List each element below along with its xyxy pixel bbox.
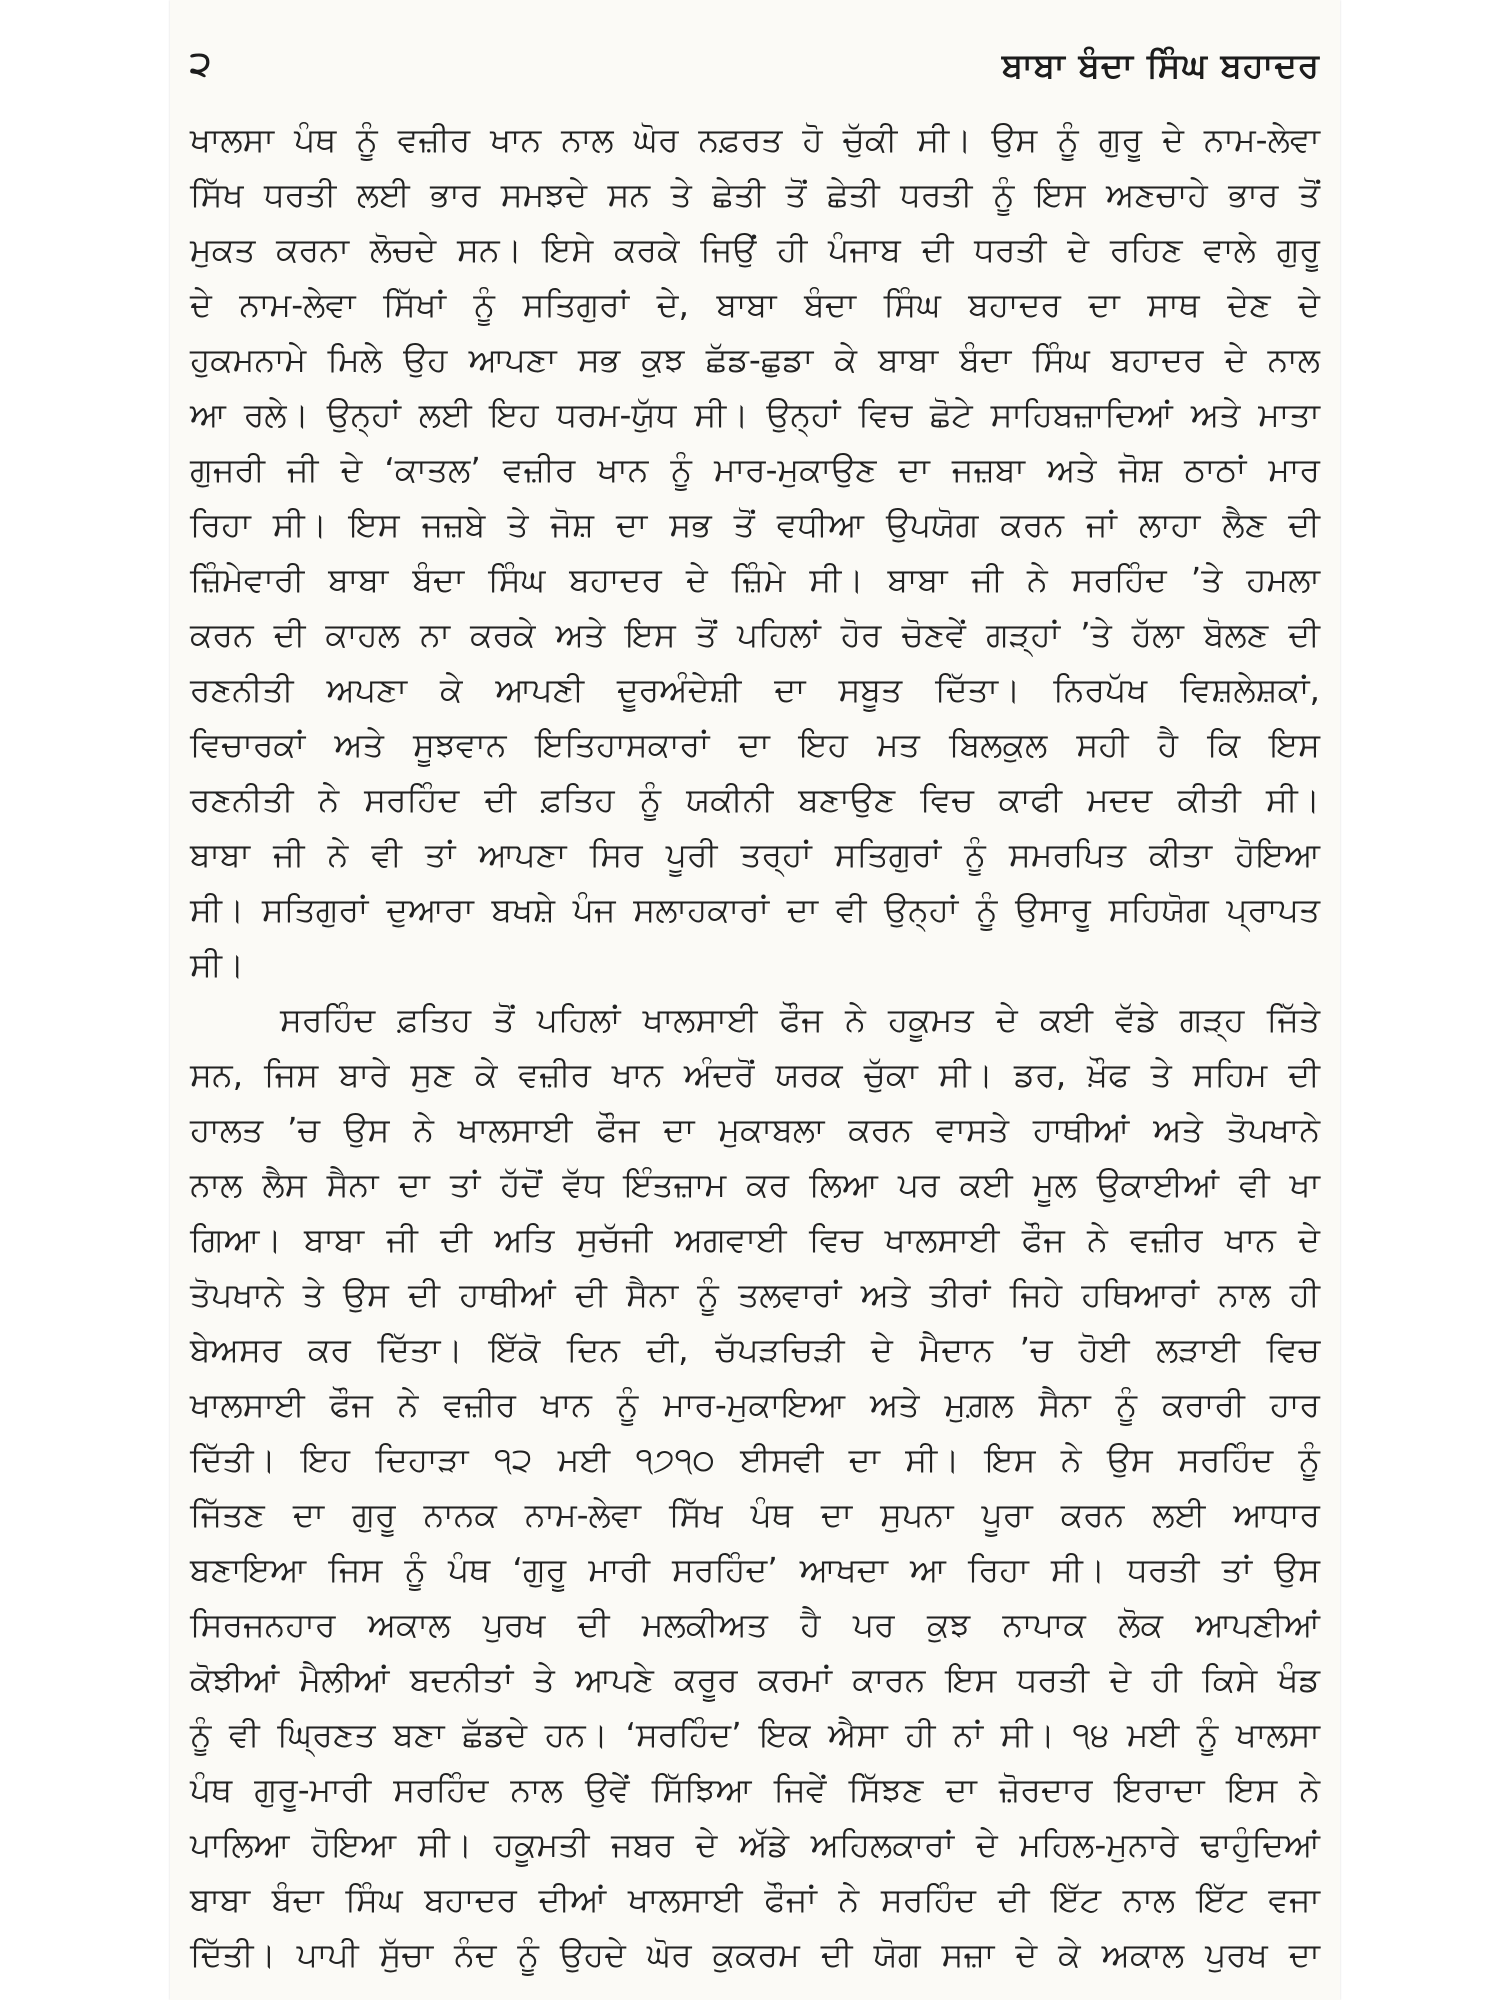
text-line: ਰਣਨੀਤੀ ਨੇ ਸਰਹਿੰਦ ਦੀ ਫ਼ਤਿਹ ਨੂੰ ਯਕੀਨੀ ਬਣਾਉਣ ਵਿਚ ਕਾਫੀ ਮਦਦ ਕੀਤੀ ਸੀ।	[190, 780, 1320, 819]
text-line: ਬਾਬਾ ਬੰਦਾ ਸਿੰਘ ਬਹਾਦਰ ਦੀਆਂ ਖਾਲਸਾਈ ਫੌਜਾਂ ਨੇ ਸਰਹਿੰਦ ਦੀ ਇੱਟ ਨਾਲ ਇੱਟ ਵਜਾ	[190, 1880, 1320, 1919]
text-line: ਸਿੱਖ ਧਰਤੀ ਲਈ ਭਾਰ ਸਮਝਦੇ ਸਨ ਤੇ ਛੇਤੀ ਤੋਂ ਛੇਤੀ ਧਰਤੀ ਨੂੰ ਇਸ ਅਣਚਾਹੇ ਭਾਰ ਤੋਂ	[190, 175, 1320, 214]
text-line: ਗਿਆ। ਬਾਬਾ ਜੀ ਦੀ ਅਤਿ ਸੁਚੱਜੀ ਅਗਵਾਈ ਵਿਚ ਖਾਲਸਾਈ ਫੌਜ ਨੇ ਵਜ਼ੀਰ ਖਾਨ ਦੇ	[190, 1220, 1320, 1259]
book-page	[170, 0, 1340, 2000]
text-line: ਸਨ, ਜਿਸ ਬਾਰੇ ਸੁਣ ਕੇ ਵਜ਼ੀਰ ਖਾਨ ਅੰਦਰੋਂ ਯਰਕ ਚੁੱਕਾ ਸੀ। ਡਰ, ਖ਼ੌਫ ਤੇ ਸਹਿਮ ਦੀ	[190, 1055, 1320, 1094]
text-line: ਤੋਪਖਾਨੇ ਤੇ ਉਸ ਦੀ ਹਾਥੀਆਂ ਦੀ ਸੈਨਾ ਨੂੰ ਤਲਵਾਰਾਂ ਅਤੇ ਤੀਰਾਂ ਜਿਹੇ ਹਥਿਆਰਾਂ ਨਾਲ ਹੀ	[190, 1275, 1320, 1314]
text-line: ਹੁਕਮਨਾਮੇ ਮਿਲੇ ਉਹ ਆਪਣਾ ਸਭ ਕੁਝ ਛੱਡ-ਛੁਡਾ ਕੇ ਬਾਬਾ ਬੰਦਾ ਸਿੰਘ ਬਹਾਦਰ ਦੇ ਨਾਲ	[190, 340, 1320, 379]
page-number: ੨	[190, 44, 212, 84]
text-line: ਰਿਹਾ ਸੀ। ਇਸ ਜਜ਼ਬੇ ਤੇ ਜੋਸ਼ ਦਾ ਸਭ ਤੋਂ ਵਧੀਆ ਉਪਯੋਗ ਕਰਨ ਜਾਂ ਲਾਹਾ ਲੈਣ ਦੀ	[190, 505, 1320, 544]
text-line: ਬੇਅਸਰ ਕਰ ਦਿੱਤਾ। ਇੱਕੋ ਦਿਨ ਦੀ, ਚੱਪੜਚਿੜੀ ਦੇ ਮੈਦਾਨ ’ਚ ਹੋਈ ਲੜਾਈ ਵਿਚ	[190, 1330, 1320, 1369]
text-line: ਸੀ।	[190, 945, 245, 984]
text-line: ਦੇ ਨਾਮ-ਲੇਵਾ ਸਿੱਖਾਂ ਨੂੰ ਸਤਿਗੁਰਾਂ ਦੇ, ਬਾਬਾ ਬੰਦਾ ਸਿੰਘ ਬਹਾਦਰ ਦਾ ਸਾਥ ਦੇਣ ਦੇ	[190, 285, 1320, 324]
text-line: ਬਾਬਾ ਜੀ ਨੇ ਵੀ ਤਾਂ ਆਪਣਾ ਸਿਰ ਪੂਰੀ ਤਰ੍ਹਾਂ ਸਤਿਗੁਰਾਂ ਨੂੰ ਸਮਰਪਿਤ ਕੀਤਾ ਹੋਇਆ	[190, 835, 1320, 874]
book-title: ਬਾਬਾ ਬੰਦਾ ਸਿੰਘ ਬਹਾਦਰ	[1001, 46, 1320, 86]
text-line: ਕਰਨ ਦੀ ਕਾਹਲ ਨਾ ਕਰਕੇ ਅਤੇ ਇਸ ਤੋਂ ਪਹਿਲਾਂ ਹੋਰ ਚੋਣਵੇਂ ਗੜ੍ਹਾਂ ’ਤੇ ਹੱਲਾ ਬੋਲਣ ਦੀ	[190, 615, 1320, 654]
paragraph-1	[190, 112, 1320, 992]
paragraph-2	[190, 992, 1320, 1982]
text-line: ਸੀ। ਸਤਿਗੁਰਾਂ ਦੁਆਰਾ ਬਖਸ਼ੇ ਪੰਜ ਸਲਾਹਕਾਰਾਂ ਦਾ ਵੀ ਉਨ੍ਹਾਂ ਨੂੰ ਉਸਾਰੂ ਸਹਿਯੋਗ ਪ੍ਰਾਪਤ	[190, 890, 1320, 929]
text-line: ਦਿੱਤੀ। ਇਹ ਦਿਹਾੜਾ ੧੨ ਮਈ ੧੭੧੦ ਈਸਵੀ ਦਾ ਸੀ। ਇਸ ਨੇ ਉਸ ਸਰਹਿੰਦ ਨੂੰ	[190, 1440, 1320, 1479]
text-line: ਵਿਚਾਰਕਾਂ ਅਤੇ ਸੂਝਵਾਨ ਇਤਿਹਾਸਕਾਰਾਂ ਦਾ ਇਹ ਮਤ ਬਿਲਕੁਲ ਸਹੀ ਹੈ ਕਿ ਇਸ	[190, 725, 1320, 764]
text-line: ਦਿੱਤੀ। ਪਾਪੀ ਸੁੱਚਾ ਨੰਦ ਨੂੰ ਉਹਦੇ ਘੋਰ ਕੁਕਰਮ ਦੀ ਯੋਗ ਸਜ਼ਾ ਦੇ ਕੇ ਅਕਾਲ ਪੁਰਖ ਦਾ	[190, 1935, 1320, 1974]
text-line: ਬਣਾਇਆ ਜਿਸ ਨੂੰ ਪੰਥ ‘ਗੁਰੂ ਮਾਰੀ ਸਰਹਿੰਦ’ ਆਖਦਾ ਆ ਰਿਹਾ ਸੀ। ਧਰਤੀ ਤਾਂ ਉਸ	[190, 1550, 1320, 1589]
body-text	[190, 112, 1320, 1982]
text-line: ਜ਼ਿੰਮੇਵਾਰੀ ਬਾਬਾ ਬੰਦਾ ਸਿੰਘ ਬਹਾਦਰ ਦੇ ਜ਼ਿੰਮੇ ਸੀ। ਬਾਬਾ ਜੀ ਨੇ ਸਰਹਿੰਦ ’ਤੇ ਹਮਲਾ	[190, 560, 1320, 599]
text-line: ਮੁਕਤ ਕਰਨਾ ਲੋਚਦੇ ਸਨ। ਇਸੇ ਕਰਕੇ ਜਿਉਂ ਹੀ ਪੰਜਾਬ ਦੀ ਧਰਤੀ ਦੇ ਰਹਿਣ ਵਾਲੇ ਗੁਰੂ	[190, 230, 1320, 269]
text-line: ਰਣਨੀਤੀ ਅਪਣਾ ਕੇ ਆਪਣੀ ਦੂਰਅੰਦੇਸ਼ੀ ਦਾ ਸਬੂਤ ਦਿੱਤਾ। ਨਿਰਪੱਖ ਵਿਸ਼ਲੇਸ਼ਕਾਂ,	[190, 670, 1320, 709]
text-line: ਹਾਲਤ ’ਚ ਉਸ ਨੇ ਖਾਲਸਾਈ ਫੌਜ ਦਾ ਮੁਕਾਬਲਾ ਕਰਨ ਵਾਸਤੇ ਹਾਥੀਆਂ ਅਤੇ ਤੋਪਖਾਨੇ	[190, 1110, 1320, 1149]
text-line: ਖਾਲਸਾ ਪੰਥ ਨੂੰ ਵਜ਼ੀਰ ਖਾਨ ਨਾਲ ਘੋਰ ਨਫ਼ਰਤ ਹੋ ਚੁੱਕੀ ਸੀ। ਉਸ ਨੂੰ ਗੁਰੂ ਦੇ ਨਾਮ-ਲੇਵਾ	[190, 120, 1320, 159]
text-line: ਗੁਜਰੀ ਜੀ ਦੇ ‘ਕਾਤਲ’ ਵਜ਼ੀਰ ਖਾਨ ਨੂੰ ਮਾਰ-ਮੁਕਾਉਣ ਦਾ ਜਜ਼ਬਾ ਅਤੇ ਜੋਸ਼ ਠਾਠਾਂ ਮਾਰ	[190, 450, 1320, 489]
text-line: ਆ ਰਲੇ। ਉਨ੍ਹਾਂ ਲਈ ਇਹ ਧਰਮ-ਯੁੱਧ ਸੀ। ਉਨ੍ਹਾਂ ਵਿਚ ਛੋਟੇ ਸਾਹਿਬਜ਼ਾਦਿਆਂ ਅਤੇ ਮਾਤਾ	[190, 395, 1320, 434]
text-line: ਸਰਹਿੰਦ ਫ਼ਤਿਹ ਤੋਂ ਪਹਿਲਾਂ ਖਾਲਸਾਈ ਫੌਜ ਨੇ ਹਕੂਮਤ ਦੇ ਕਈ ਵੱਡੇ ਗੜ੍ਹ ਜਿੱਤੇ	[280, 1000, 1320, 1039]
text-line: ਪੰਥ ਗੁਰੂ-ਮਾਰੀ ਸਰਹਿੰਦ ਨਾਲ ਉਵੇਂ ਸਿੱਝਿਆ ਜਿਵੇਂ ਸਿੱਝਣ ਦਾ ਜ਼ੋਰਦਾਰ ਇਰਾਦਾ ਇਸ ਨੇ	[190, 1770, 1320, 1809]
text-line: ਪਾਲਿਆ ਹੋਇਆ ਸੀ। ਹਕੂਮਤੀ ਜਬਰ ਦੇ ਅੱਡੇ ਅਹਿਲਕਾਰਾਂ ਦੇ ਮਹਿਲ-ਮੁਨਾਰੇ ਢਾਹੁੰਦਿਆਂ	[190, 1825, 1320, 1864]
text-line: ਜਿੱਤਣ ਦਾ ਗੁਰੂ ਨਾਨਕ ਨਾਮ-ਲੇਵਾ ਸਿੱਖ ਪੰਥ ਦਾ ਸੁਪਨਾ ਪੂਰਾ ਕਰਨ ਲਈ ਆਧਾਰ	[190, 1495, 1320, 1534]
text-line: ਸਿਰਜਨਹਾਰ ਅਕਾਲ ਪੁਰਖ ਦੀ ਮਲਕੀਅਤ ਹੈ ਪਰ ਕੁਝ ਨਾਪਾਕ ਲੋਕ ਆਪਣੀਆਂ	[190, 1605, 1320, 1644]
text-line: ਨੂੰ ਵੀ ਘ੍ਰਿਣਤ ਬਣਾ ਛੱਡਦੇ ਹਨ। ‘ਸਰਹਿੰਦ’ ਇਕ ਐਸਾ ਹੀ ਨਾਂ ਸੀ। ੧੪ ਮਈ ਨੂੰ ਖਾਲਸਾ	[190, 1715, 1320, 1754]
text-line: ਖਾਲਸਾਈ ਫੌਜ ਨੇ ਵਜ਼ੀਰ ਖਾਨ ਨੂੰ ਮਾਰ-ਮੁਕਾਇਆ ਅਤੇ ਮੁਗ਼ਲ ਸੈਨਾ ਨੂੰ ਕਰਾਰੀ ਹਾਰ	[190, 1385, 1320, 1424]
text-line: ਨਾਲ ਲੈਸ ਸੈਨਾ ਦਾ ਤਾਂ ਹੱਦੋਂ ਵੱਧ ਇੰਤਜ਼ਾਮ ਕਰ ਲਿਆ ਪਰ ਕਈ ਮੂਲ ਉਕਾਈਆਂ ਵੀ ਖਾ	[190, 1165, 1320, 1204]
running-header	[190, 44, 1320, 94]
text-line: ਕੋਝੀਆਂ ਮੈਲੀਆਂ ਬਦਨੀਤਾਂ ਤੇ ਆਪਣੇ ਕਰੂਰ ਕਰਮਾਂ ਕਾਰਨ ਇਸ ਧਰਤੀ ਦੇ ਹੀ ਕਿਸੇ ਖੰਡ	[190, 1660, 1320, 1699]
